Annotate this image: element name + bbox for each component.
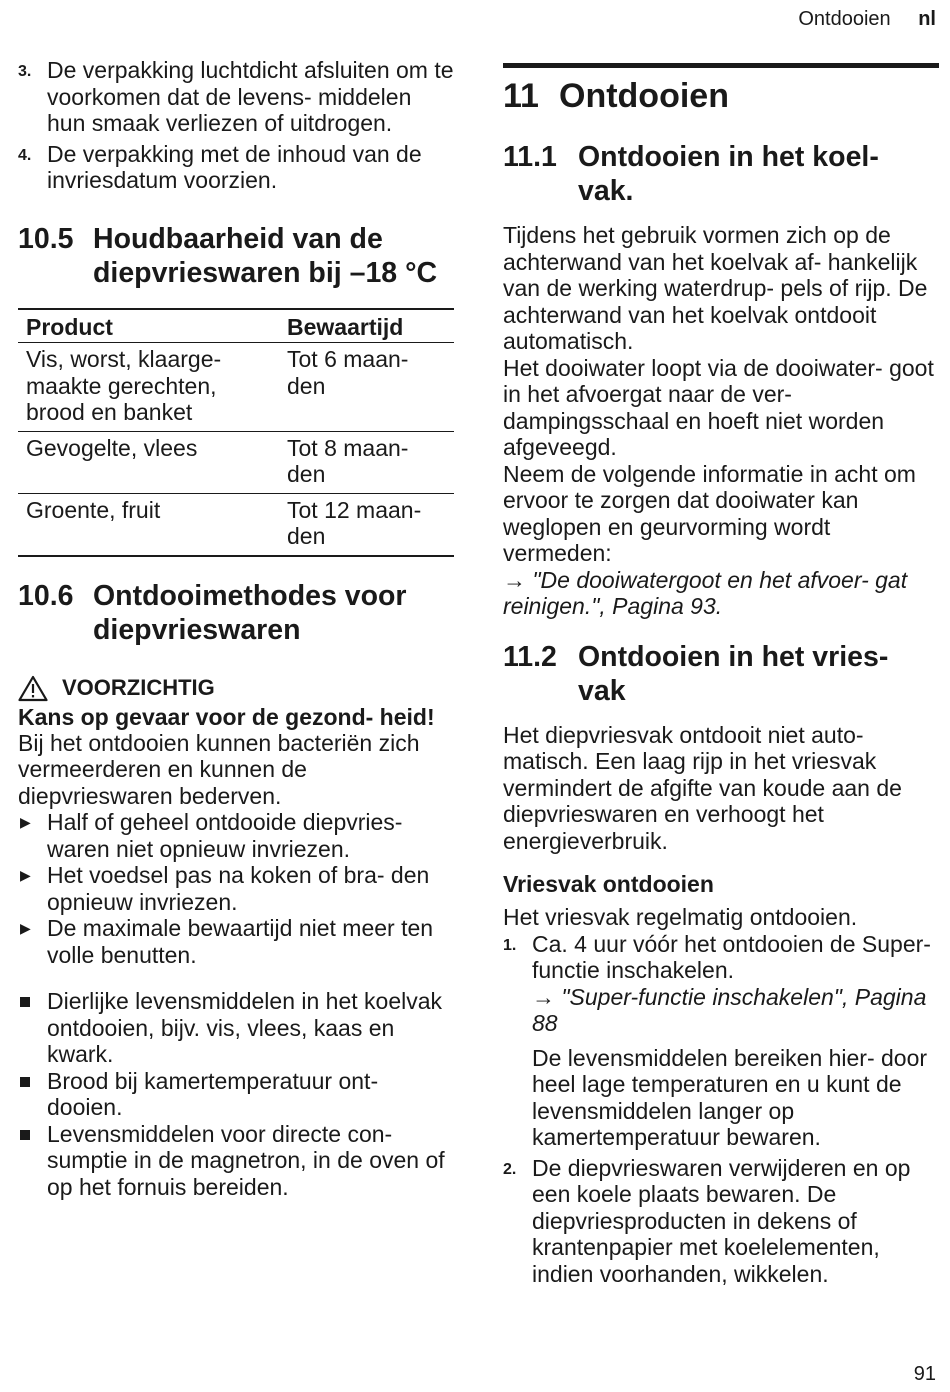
section-number: 11.1: [503, 141, 557, 173]
step-number: 2.: [503, 1160, 517, 1178]
square-bullet-icon: [20, 1077, 30, 1087]
list-item: [18, 988, 454, 1068]
triangle-bullet-icon: ▶: [20, 814, 31, 830]
list-item: [18, 915, 454, 968]
section-number: 10.5: [18, 222, 74, 255]
section-title: Ontdooien in het koel- vak.: [578, 141, 879, 207]
section-heading-10-5: [18, 222, 454, 290]
table-cell: Gevogelte, vlees: [18, 431, 279, 493]
paragraph: Tijdens het gebruik vormen zich op de achterwand van het koelvak af- hankelijk van de werking waterdrup- pels of rijp. De achterwand van het koelvak ontdooit automatisch.: [503, 222, 928, 354]
chapter-title: Ontdooien: [559, 77, 729, 115]
column-header-storage-time: Bewaartijd: [279, 309, 454, 343]
caution-text: Bij het ontdooien kunnen bacteriën zich vermeerderen en kunnen de diepvrieswaren bederven.: [18, 729, 420, 809]
table-cell: Vis, worst, klaarge- maakte gerechten, brood en banket: [18, 343, 279, 432]
list-item: [503, 931, 939, 1151]
step-text: De verpakking met de inhoud van de invriesdatum voorzien.: [47, 140, 422, 193]
section-heading-11-1: [503, 140, 939, 208]
list-item: [18, 1121, 454, 1201]
bullet-text: Half of geheel ontdooide diepvries- waren niet opnieuw invriezen.: [47, 809, 403, 862]
section-title: Houdbaarheid van de diepvrieswaren bij –18 °C: [93, 222, 438, 289]
bullet-text: Dierlijke levensmiddelen in het koelvak ontdooien, bijv. vis, vlees, kaas en kwark.: [47, 988, 443, 1067]
step-number: 1.: [503, 936, 517, 954]
step-text: De verpakking luchtdicht afsluiten om te voorkomen dat de levens- middelen hun smaak verliezen of uitdrogen.: [47, 57, 454, 136]
table-cell: Tot 12 maan- den: [279, 493, 454, 556]
bullet-text: Het voedsel pas na koken of bra- den opnieuw invriezen.: [47, 862, 430, 915]
table-header-row: [18, 309, 454, 343]
bullet-text: Brood bij kamertemperatuur ont- dooien.: [47, 1067, 379, 1120]
section-number: 10.6: [18, 579, 74, 612]
left-column: [18, 0, 454, 1200]
paragraph: Neem de volgende informatie in acht om ervoor te zorgen dat dooiwater kan weglopen en geurvorming wordt vermeden:: [503, 460, 916, 566]
header-language: nl: [918, 8, 936, 30]
chapter-heading: [503, 76, 939, 116]
paragraph: Het vriesvak regelmatig ontdooien.: [503, 904, 858, 930]
section-heading-10-6: [18, 579, 454, 647]
table-cell: Tot 8 maan- den: [279, 431, 454, 493]
section-title: Ontdooien in het vries- vak: [578, 640, 889, 707]
list-item: [18, 862, 454, 915]
step-list-left: [18, 57, 454, 194]
triangle-bullet-icon: ▶: [20, 867, 31, 883]
section-heading-11-2: [503, 640, 939, 708]
cross-reference-link[interactable]: → "Super-functie inschakelen", Pagina 88: [532, 983, 927, 1036]
chapter-number: 11: [503, 77, 539, 115]
warning-triangle-icon: [18, 675, 48, 702]
step-result: De levensmiddelen bereiken hier- door heel lage temperaturen en u kunt de levensmiddelen langer op kamertemperatuur bewaren.: [532, 1044, 928, 1150]
caution-header: [18, 675, 454, 702]
list-item: [503, 1155, 939, 1288]
right-column: [503, 0, 939, 1287]
step-number: 4.: [18, 146, 32, 164]
column-header-product: Product: [18, 309, 279, 343]
storage-time-table: [18, 308, 454, 557]
table-row: [18, 343, 454, 432]
caution-bullets: [18, 809, 454, 968]
header-section: Ontdooien: [798, 8, 891, 30]
square-bullet-icon: [20, 1130, 30, 1140]
square-bullet-icon: [20, 997, 30, 1007]
table-cell: Tot 6 maan- den: [279, 343, 454, 432]
step-list-right: [503, 931, 939, 1288]
caution-block: [18, 675, 454, 969]
section-number: 11.2: [503, 640, 557, 673]
chapter-rule: [503, 63, 939, 68]
caution-label: VOORZICHTIG: [62, 675, 215, 700]
thaw-methods-list: [18, 988, 454, 1200]
bullet-text: De maximale bewaartijd niet meer ten volle benutten.: [47, 915, 434, 968]
table-cell: Groente, fruit: [18, 493, 279, 556]
bullet-text: Levensmiddelen voor directe con- sumptie in de magnetron, in de oven of op het fornuis bereiden.: [47, 1120, 445, 1200]
table-row: [18, 431, 454, 493]
list-item: [18, 1068, 454, 1121]
step-number: 3.: [18, 63, 32, 80]
step-text: De diepvrieswaren verwijderen en op een koele plaats bewaren. De diepvriesproducten in dekens of krantenpapier met koelelementen, indien voorhanden, wikkelen.: [532, 1154, 911, 1287]
section-title: Ontdooimethodes voor diepvrieswaren: [93, 579, 407, 646]
caution-subtitle: Kans op gevaar voor de gezond- heid!: [18, 703, 435, 730]
paragraph: Het dooiwater loopt via de dooiwater- goot in het afvoergat naar de ver- dampingsschaal en hoeft niet worden afgeveegd.: [503, 354, 934, 460]
paragraph: Het diepvriesvak ontdooit niet auto- matisch. Een laag rijp in het vriesvak vermindert de afgifte van koude aan de diepvrieswaren en verhoogt het energieverbruik.: [503, 721, 902, 854]
list-item: [18, 57, 454, 137]
list-item: [18, 141, 454, 194]
subheading: Vriesvak ontdooien: [503, 871, 714, 897]
list-item: [18, 809, 454, 862]
step-text: Ca. 4 uur vóór het ontdooien de Super-functie inschakelen.: [532, 930, 931, 983]
page-number: 91: [913, 1363, 936, 1385]
triangle-bullet-icon: ▶: [20, 920, 31, 936]
table-row: [18, 493, 454, 556]
cross-reference-link[interactable]: → "De dooiwatergoot en het afvoer- gat reinigen.", Pagina 93.: [503, 566, 908, 619]
